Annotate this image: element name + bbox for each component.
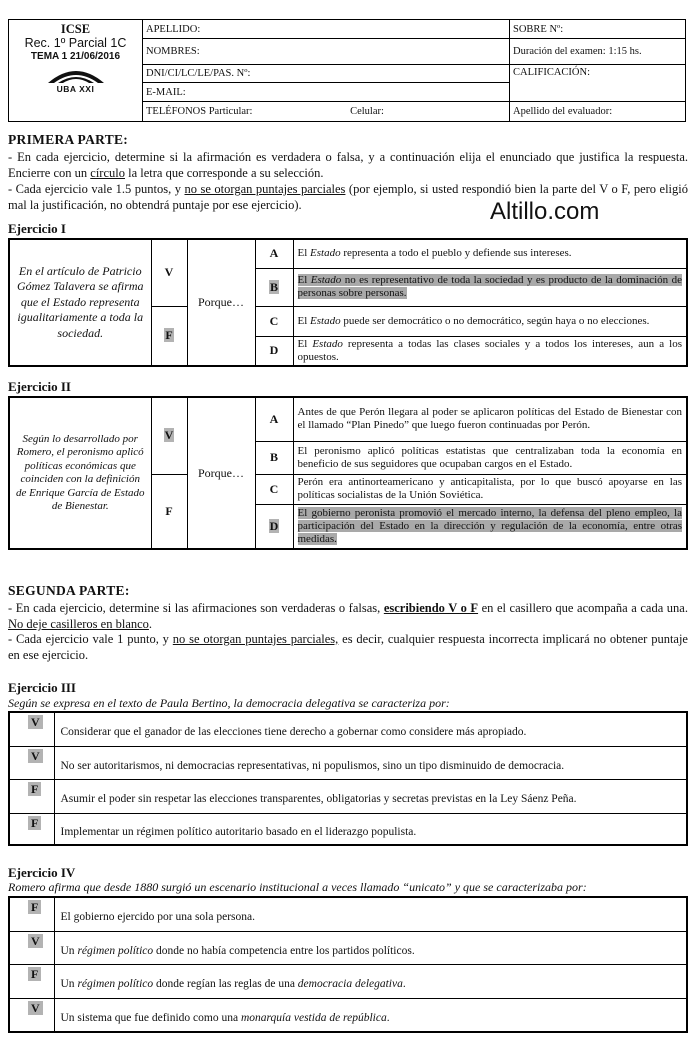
exercise-2-letter-b[interactable]: B: [255, 441, 293, 474]
exam-tema-date: TEMA 1 21/06/2016: [30, 50, 121, 62]
exercise-3-statement-1: Considerar que el ganador de las elecciones tiene derecho a gobernar como considere más apropiado.: [54, 712, 687, 746]
part2-instruction-1: - En cada ejercicio, determine si las afirmaciones son verdaderas o falsas, escribiendo V o F en el casillero que acompaña a cada una. No deje casilleros en blanco.: [8, 601, 688, 631]
exercise-4-statement-3: Un régimen político donde regían las reglas de una democracia delegativa.: [54, 964, 687, 998]
exercise-4-statement-2: Un régimen político donde no había competencia entre los partidos políticos.: [54, 931, 687, 964]
part2-title: SEGUNDA PARTE:: [8, 583, 130, 598]
table-row: [9, 779, 687, 813]
exercise-4-answer-3[interactable]: F: [9, 964, 54, 998]
exercise-3-answer-1[interactable]: V: [9, 712, 54, 746]
table-row: [9, 897, 687, 931]
exercise-4-title: Ejercicio IV: [8, 865, 76, 880]
exercise-2-v-option[interactable]: V: [151, 397, 187, 474]
exercise-1-option-a: El Estado representa a todo el pueblo y defiende sus intereses.: [293, 239, 687, 268]
exam-name: Rec. 1º Parcial 1C: [24, 36, 127, 51]
exercise-2-option-a: Antes de que Perón llegara al poder se aplicaron políticas del Estado de Bienestar con el llamado “Plan Pinedo” que luego fueron continuadas por Perón.: [293, 397, 687, 441]
exercise-2-table: [8, 396, 688, 550]
dni-field[interactable]: DNI/CI/LC/LE/PAS. Nº:: [143, 65, 510, 83]
exercise-4-answer-4[interactable]: V: [9, 998, 54, 1032]
telefonos-field: TELÉFONOS Particular:: [146, 106, 253, 117]
porque-label-2: Porque…: [187, 397, 255, 549]
exercise-3-statement-4: Implementar un régimen político autoritario basado en el liderazgo populista.: [54, 813, 687, 845]
part1-instruction-1: - En cada ejercicio, determine si la afirmación es verdadera o falsa, y a continuación elija el enunciado que justifica la respuesta. Encierre con un círculo la letra que corresponde a su selección.: [8, 150, 688, 180]
institution-name: ICSE: [60, 22, 91, 36]
exercise-1-statement: En el artículo de Patricio Gómez Talavera se afirma que el Estado representa igualitariamente a toda la sociedad.: [9, 239, 151, 366]
table-row: [9, 964, 687, 998]
exercise-1-title: Ejercicio I: [8, 221, 66, 236]
exercise-1-option-c: El Estado puede ser democrático o no democrático, según haya o no elecciones.: [293, 306, 687, 336]
table-row: [9, 746, 687, 779]
exercise-3-answer-4[interactable]: F: [9, 813, 54, 845]
table-row: [9, 998, 687, 1032]
telefonos-row[interactable]: [143, 102, 510, 122]
calificacion-field[interactable]: CALIFICACIÓN:: [510, 65, 686, 102]
exercise-1-f-option[interactable]: F: [151, 306, 187, 366]
exercise-2-letter-a[interactable]: A: [255, 397, 293, 441]
exercise-3-statement-3: Asumir el poder sin respetar las elecciones transparentes, obligatorias y secretas previstas en la Ley Sáenz Peña.: [54, 779, 687, 813]
exercise-4-subtitle: Romero afirma que desde 1880 surgió un escenario institucional a veces llamado “unicato” y que se caracterizaba por:: [8, 880, 587, 894]
exercise-1-option-d: El Estado representa a todas las clases sociales y a todos los intereses, aun a los opuestos.: [293, 336, 687, 366]
email-field[interactable]: E-MAIL:: [143, 83, 510, 102]
table-row: [9, 813, 687, 845]
exercise-1-letter-d[interactable]: D: [255, 336, 293, 366]
exercise-4-statement-4: Un sistema que fue definido como una monarquía vestida de república.: [54, 998, 687, 1032]
exercise-2-letter-c[interactable]: C: [255, 474, 293, 504]
part1-title: PRIMERA PARTE:: [8, 132, 129, 147]
exercise-2-letter-d[interactable]: D: [255, 504, 293, 549]
table-row: [9, 931, 687, 964]
uba-logo-icon: [46, 65, 106, 85]
exercise-3-answer-2[interactable]: V: [9, 746, 54, 779]
exercise-2-f-option[interactable]: F: [151, 474, 187, 549]
exercise-3-table: [8, 711, 688, 846]
exercise-1-v-option[interactable]: V: [151, 239, 187, 306]
evaluador-field[interactable]: Apellido del evaluador:: [510, 102, 686, 122]
exercise-1-letter-a[interactable]: A: [255, 239, 293, 268]
exercise-2-option-c: Perón era antinorteamericano y anticapitalista, por lo que buscó apoyarse en las políticas socialistas de la Unión Soviética.: [293, 474, 687, 504]
part2-instruction-2: - Cada ejercicio vale 1 punto, y no se otorgan puntajes parciales, es decir, cualquier respuesta incorrecta implicará no obtener puntaje en ese ejercicio.: [8, 632, 688, 662]
university-name: UBA XXI: [56, 84, 95, 95]
exercise-4-table: [8, 896, 688, 1033]
exercise-1-option-b: El Estado no es representativo de toda la sociedad y es producto de la dominación de personas sobre personas.: [293, 268, 687, 306]
exercise-3-title: Ejercicio III: [8, 680, 76, 695]
exercise-3-answer-3[interactable]: F: [9, 779, 54, 813]
exercise-2-option-b: El peronismo aplicó políticas estatistas que centralizaban toda la economía en beneficio de sus seguidores que ocupaban cargos en el Estado.: [293, 441, 687, 474]
exercise-3-subtitle: Según se expresa en el texto de Paula Bertino, la democracia delegativa se caracteriza por:: [8, 696, 450, 710]
celular-field: Celular:: [350, 106, 384, 117]
exercise-1-letter-c[interactable]: C: [255, 306, 293, 336]
porque-label: Porque…: [187, 239, 255, 366]
exercise-4-statement-1: El gobierno ejercido por una sola persona.: [54, 897, 687, 931]
exercise-2-option-d: El gobierno peronista promovió el mercado interno, la defensa del pleno empleo, la participación del Estado en la dirección y regulación de la economía, entre otras medidas.: [293, 504, 687, 549]
duracion-label: Duración del examen: 1:15 hs.: [510, 39, 686, 65]
exercise-3-statement-2: No ser autoritarismos, ni democracias representativas, ni populismos, sino un tipo disminuido de democracia.: [54, 746, 687, 779]
institution-block: [9, 20, 143, 122]
exercise-4-answer-2[interactable]: V: [9, 931, 54, 964]
nombres-field[interactable]: NOMBRES:: [143, 39, 510, 65]
exercise-4-answer-1[interactable]: F: [9, 897, 54, 931]
sobre-field[interactable]: SOBRE Nº:: [510, 20, 686, 39]
altillo-watermark: Altillo.com: [490, 198, 600, 225]
exercise-2-statement: Según lo desarrollado por Romero, el peronismo aplicó políticas económicas que coinciden con la definición de Enrique García de Estado de Bienestar.: [9, 397, 151, 549]
table-row: [9, 712, 687, 746]
exercise-1-letter-b[interactable]: B: [255, 268, 293, 306]
exercise-1-table: [8, 238, 688, 367]
exercise-2-title: Ejercicio II: [8, 379, 71, 394]
part1-instruction-2: - Cada ejercicio vale 1.5 puntos, y no se otorgan puntajes parciales (por ejemplo, si usted respondió bien la parte del V o F, pero eligió mal la justificación, no obtendrá puntaje por ese ejercicio).: [8, 182, 688, 212]
exam-header: [8, 19, 686, 122]
apellido-field[interactable]: APELLIDO:: [143, 20, 510, 39]
